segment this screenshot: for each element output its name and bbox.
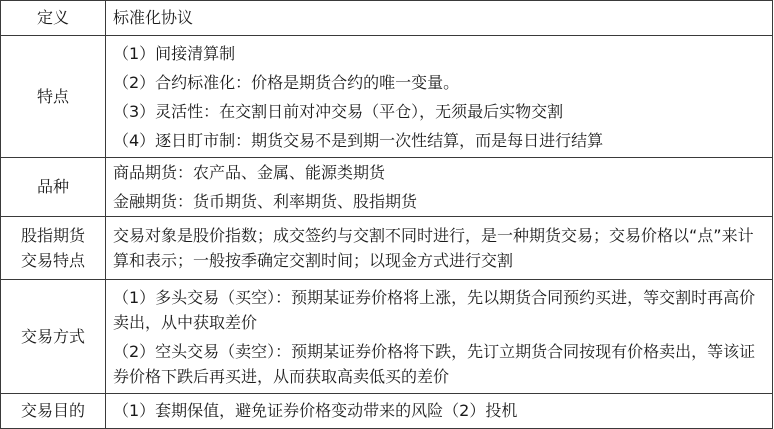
table-row-trade-mode <box>1 280 773 394</box>
features-cell <box>106 36 773 158</box>
purpose-text: （1）套期保值，避免证券价格变动带来的风险（2）投机 <box>106 394 773 429</box>
row-label-stock-index-line2: 交易特点 <box>20 251 85 270</box>
row-label-definition: 定义 <box>1 1 106 36</box>
variety-item: 商品期货：农产品、金属、能源类期货 <box>113 163 386 182</box>
table-row-definition <box>1 1 773 36</box>
table-row-stock-index <box>1 217 773 280</box>
feature-item: （4）逐日盯市制：期货交易不是到期一次性结算，而是每日进行结算 <box>113 130 604 150</box>
table-row-features <box>1 36 773 158</box>
varieties-cell <box>106 158 773 217</box>
row-label-varieties: 品种 <box>1 158 106 217</box>
trade-mode-item: （1）多头交易（买空）：预期某证券价格将上涨，先以期货合同预约买进，等交割时再高价卖出，从中获取差价 <box>113 287 756 332</box>
row-label-stock-index <box>1 217 106 280</box>
feature-item: （3）灵活性：在交割日前对冲交易（平仓），无须最后实物交割 <box>113 101 564 121</box>
variety-item: 金融期货：货币期货、利率期货、股指期货 <box>113 192 418 211</box>
stock-index-cell <box>106 217 773 280</box>
row-label-features: 特点 <box>1 36 106 158</box>
row-label-stock-index-line1: 股指期货 <box>20 226 85 245</box>
stock-index-text: 交易对象是股价指数；成交签约与交割不同时进行，是一种期货交易；交易价格以“点”来计算和表示；一般按季确定交割时间；以现金方式进行交割 <box>113 226 754 270</box>
trade-mode-cell <box>106 280 773 394</box>
feature-item: （1）间接清算制 <box>113 43 236 63</box>
trade-mode-item: （2）空头交易（卖空）：预期某证券价格将下跌，先订立期货合同按现有价格卖出，等该证券价格下跌后再买进，从而获取高卖低买的差价 <box>113 341 756 386</box>
row-label-purpose: 交易目的 <box>1 394 106 429</box>
definition-text: 标准化协议 <box>106 1 773 36</box>
feature-item: （2）合约标准化：价格是期货合约的唯一变量。 <box>113 72 460 92</box>
table-row-varieties <box>1 158 773 217</box>
table-row-purpose <box>1 394 773 429</box>
row-label-trade-mode: 交易方式 <box>1 280 106 394</box>
